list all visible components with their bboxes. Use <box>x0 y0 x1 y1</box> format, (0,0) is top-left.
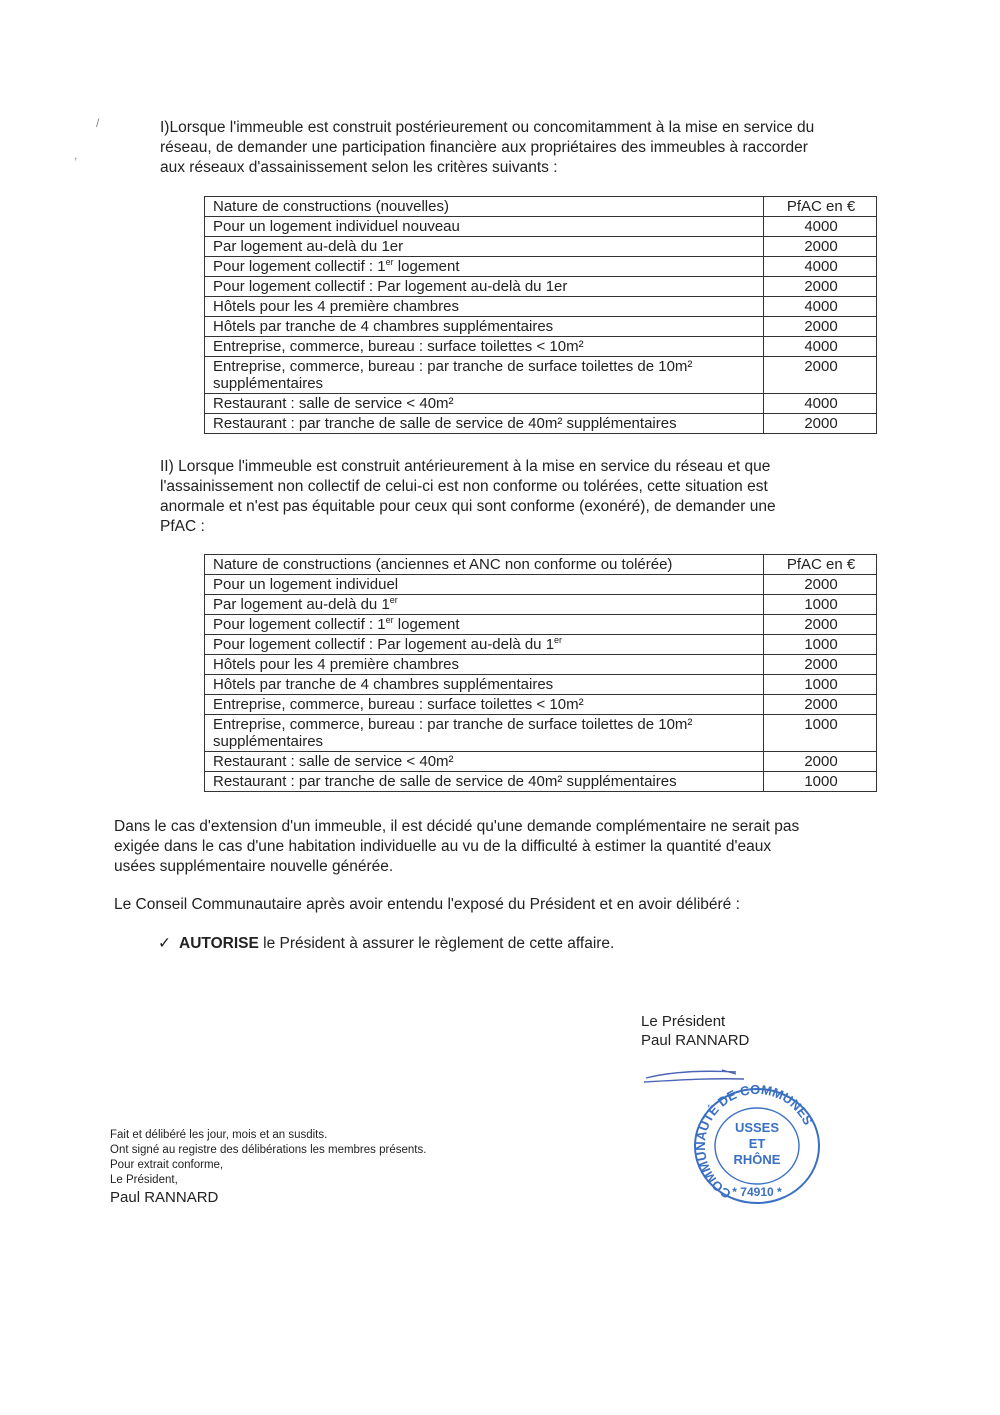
margin-dot-mark: , <box>74 148 78 162</box>
table-row <box>205 772 877 792</box>
row-value: 2000 <box>764 695 877 715</box>
table-row <box>205 217 877 237</box>
row-value: 2000 <box>764 237 877 257</box>
table-header-value: PfAC en € <box>764 197 877 217</box>
council-paragraph: Le Conseil Communautaire après avoir entendu l'exposé du Président et en avoir délibéré : <box>114 896 740 913</box>
pfac-table-new-constructions <box>204 196 877 434</box>
row-label: Hôtels par tranche de 4 chambres supplémentaires <box>205 317 764 337</box>
row-label: Pour un logement individuel nouveau <box>205 217 764 237</box>
table-row <box>205 297 877 317</box>
row-label: Par logement au-delà du 1er <box>205 595 764 615</box>
intro-paragraph-2: II) Lorsque l'immeuble est construit antérieurement à la mise en service du réseau et que l'assainissement non collectif de celui-ci est non conforme ou tolérées, cette situation est anormale et n'est pas équitable pour ceux qui sont conforme (exonéré), de demander une PfAC : <box>160 458 776 535</box>
table-row <box>205 277 877 297</box>
decision-line <box>158 934 614 953</box>
table-row <box>205 394 877 414</box>
row-label: Pour logement collectif : Par logement au-delà du 1er <box>205 635 764 655</box>
svg-text:RHÔNE: RHÔNE <box>733 1152 781 1167</box>
intro-paragraph-1: I)Lorsque l'immeuble est construit postérieurement ou concomitamment à la mise en service du réseau, de demander une participation financière aux propriétaires des immeubles à raccorder aux réseaux d'assainissement selon les critères suivants : <box>160 119 815 176</box>
row-value: 4000 <box>764 297 877 317</box>
table-row <box>205 595 877 615</box>
president-signature-block <box>641 1012 749 1050</box>
row-value: 4000 <box>764 337 877 357</box>
row-label: Entreprise, commerce, bureau : par tranche de surface toilettes de 10m² supplémentaires <box>205 357 764 394</box>
table-row <box>205 615 877 635</box>
table-row <box>205 317 877 337</box>
table-row <box>205 575 877 595</box>
row-label: Hôtels par tranche de 4 chambres supplémentaires <box>205 675 764 695</box>
row-label: Restaurant : par tranche de salle de service de 40m² supplémentaires <box>205 414 764 434</box>
table-row <box>205 715 877 752</box>
row-label: Pour un logement individuel <box>205 575 764 595</box>
row-label: Entreprise, commerce, bureau : surface toilettes < 10m² <box>205 695 764 715</box>
row-value: 1000 <box>764 772 877 792</box>
svg-text:COMMUNAUTÉ DE COMMUNES: COMMUNAUTÉ DE COMMUNES <box>693 1081 816 1202</box>
row-label: Pour logement collectif : 1er logement <box>205 615 764 635</box>
row-value: 4000 <box>764 217 877 237</box>
row-label: Hôtels pour les 4 première chambres <box>205 655 764 675</box>
row-label: Pour logement collectif : 1er logement <box>205 257 764 277</box>
signature-title: Le Président <box>641 1013 726 1030</box>
row-label: Restaurant : par tranche de salle de service de 40m² supplémentaires <box>205 772 764 792</box>
row-value: 1000 <box>764 715 877 752</box>
table-header-row <box>205 197 877 217</box>
table-header-label: Nature de constructions (nouvelles) <box>205 197 764 217</box>
row-value: 1000 <box>764 635 877 655</box>
decision-keyword: AUTORISE <box>179 935 259 952</box>
community-seal-stamp-icon <box>682 1080 832 1210</box>
table-row <box>205 635 877 655</box>
row-value: 2000 <box>764 414 877 434</box>
table-row <box>205 675 877 695</box>
check-mark-icon: ✓ <box>158 935 171 952</box>
pfac-table-old-constructions <box>204 554 877 792</box>
row-value: 2000 <box>764 615 877 635</box>
svg-text:* 74910 *: * 74910 * <box>732 1185 782 1199</box>
table-row <box>205 237 877 257</box>
extension-paragraph: Dans le cas d'extension d'un immeuble, il est décidé qu'une demande complémentaire ne serait pas exigée dans le cas d'une habitation individuelle au vu de la difficulté à estimer la quantité d'eaux usées supplémentaire nouvelle générée. <box>114 818 800 875</box>
footer-president-name: Paul RANNARD <box>110 1189 219 1206</box>
svg-text:ET: ET <box>748 1136 766 1151</box>
row-value: 2000 <box>764 655 877 675</box>
table-row <box>205 752 877 772</box>
row-label: Par logement au-delà du 1er <box>205 237 764 257</box>
signature-name: Paul RANNARD <box>641 1032 750 1049</box>
table-row <box>205 414 877 434</box>
footer-attestation: Fait et délibéré les jour, mois et an susdits. Ont signé au registre des délibérations les membres présents. Pour extrait conforme, Le Président, Paul RANNARD <box>110 1129 427 1206</box>
row-label: Entreprise, commerce, bureau : par tranche de surface toilettes de 10m² supplémentaires <box>205 715 764 752</box>
table-header-row <box>205 555 877 575</box>
row-label: Hôtels pour les 4 première chambres <box>205 297 764 317</box>
row-value: 4000 <box>764 257 877 277</box>
row-value: 1000 <box>764 595 877 615</box>
table-row <box>205 357 877 394</box>
row-value: 4000 <box>764 394 877 414</box>
table-header-label: Nature de constructions (anciennes et ANC non conforme ou tolérée) <box>205 555 764 575</box>
margin-tick-mark: / <box>96 116 100 130</box>
decision-text: le Président à assurer le règlement de cette affaire. <box>258 935 615 952</box>
table-row <box>205 655 877 675</box>
row-value: 2000 <box>764 752 877 772</box>
row-value: 2000 <box>764 317 877 337</box>
row-label: Restaurant : salle de service < 40m² <box>205 394 764 414</box>
row-value: 2000 <box>764 575 877 595</box>
table-row <box>205 337 877 357</box>
table-header-value: PfAC en € <box>764 555 877 575</box>
row-value: 1000 <box>764 675 877 695</box>
row-label: Restaurant : salle de service < 40m² <box>205 752 764 772</box>
svg-text:USSES: USSES <box>734 1120 780 1135</box>
table-row <box>205 257 877 277</box>
row-label: Entreprise, commerce, bureau : surface toilettes < 10m² <box>205 337 764 357</box>
row-value: 2000 <box>764 277 877 297</box>
row-value: 2000 <box>764 357 877 394</box>
row-label: Pour logement collectif : Par logement au-delà du 1er <box>205 277 764 297</box>
table-row <box>205 695 877 715</box>
